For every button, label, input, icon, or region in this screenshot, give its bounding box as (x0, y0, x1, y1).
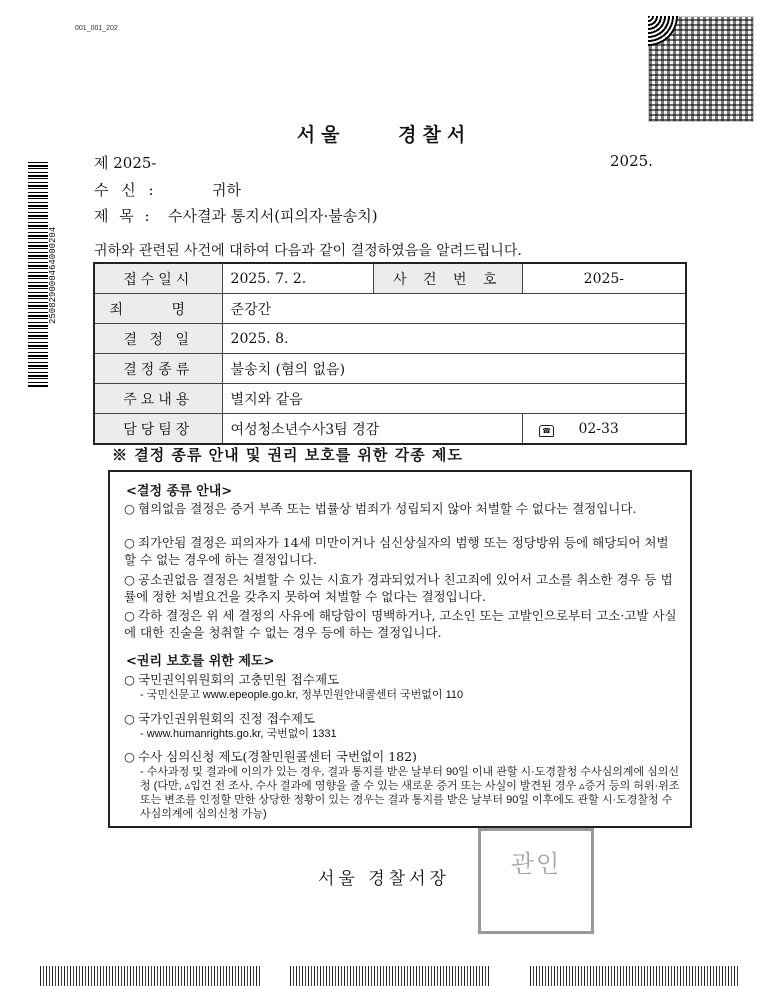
notice-title: ※ 결정 종류 안내 및 권리 보호를 위한 각종 제도 (112, 446, 463, 464)
case-number-value: 2025- (522, 263, 686, 294)
section-rights-protection: <권리 보호를 위한 제도> (126, 654, 275, 669)
document-code: 001_001_202 (75, 25, 118, 32)
intro-text: 귀하와 관련된 사건에 대하여 다음과 같이 결정하였음을 알려드립니다. (94, 243, 522, 259)
charge-label: 죄 명 (94, 294, 222, 324)
notice-box (108, 470, 692, 828)
bottom-barcode (530, 966, 740, 986)
telephone-value: 02-33 (570, 414, 686, 445)
received-label: 접수일시 (94, 263, 222, 294)
charge-value: 준강간 (222, 294, 686, 324)
side-barcode (28, 162, 48, 388)
list-item: ○ 국민권익위원회의 고충민원 접수제도 (124, 672, 340, 687)
list-item: ○ 각하 결정은 위 세 결정의 사유에 해당함이 명백하거나, 고소인 또는 고발인으로부터 고소·고발 사실에 대한 진술을 청취할 수 없는 경우 등에 하는 결정입니다. (124, 608, 677, 640)
recipient-value: 귀하 (212, 181, 241, 199)
case-number-label: 사 건 번 호 (373, 263, 522, 294)
decision-type-label: 결정종류 (94, 354, 222, 384)
officer-label: 담당팀장 (94, 414, 222, 445)
decision-date-value: 2025. 8. (222, 324, 686, 354)
subject-value: 수사결과 통지서(피의자·불송치) (168, 207, 378, 225)
list-item: ○ 국가인권위원회의 진정 접수제도 (124, 711, 315, 726)
list-item: ○ 혐의없음 결정은 증거 부족 또는 법률상 범죄가 성립되지 않아 처벌할 수 없다는 결정입니다. (124, 501, 637, 516)
official-seal: 관인 (478, 828, 594, 934)
case-info-table (93, 262, 687, 445)
main-content-label: 주요내용 (94, 384, 222, 414)
subject-label: 제 목 : (94, 207, 153, 225)
decision-type-value: 불송치 (혐의 없음) (222, 354, 686, 384)
decision-date-label: 결 정 일 (94, 324, 222, 354)
bottom-barcode (290, 966, 490, 986)
list-item-detail: - www.humanrights.go.kr, 국번없이 1331 (140, 728, 337, 740)
received-value: 2025. 7. 2. (222, 263, 373, 294)
list-item: ○ 공소권없음 결정은 처벌할 수 있는 시효가 경과되었거나 친고죄에 있어서 고소를 취소한 경우 등 법률에 정한 처벌요건을 갖추지 못하여 처벌할 수 없다는 결정입니다. (124, 572, 673, 604)
barcode-number: 250829000464000204 (48, 226, 58, 324)
list-item-detail: - 국민신문고 www.epeople.go.kr, 정부민원안내콜센터 국번없이 110 (140, 689, 464, 701)
section-decision-types: <결정 종류 안내> (126, 484, 233, 499)
doc-date: 2025. (610, 152, 653, 170)
telephone-icon: ☎ (522, 414, 570, 445)
officer-value: 여성청소년수사3팀 경감 (222, 414, 522, 445)
recipient-label: 수 신 : (94, 181, 158, 199)
bottom-barcode (40, 966, 260, 986)
issuer-signature: 서울 경찰서장 (318, 869, 450, 889)
list-item: ○ 수사 심의신청 제도(경찰민원콜센터 국번없이 182) (124, 749, 417, 764)
main-content-value: 별지와 같음 (222, 384, 686, 414)
doc-number: 제 2025- (94, 154, 157, 172)
page-title: 서울 경찰서 (296, 124, 472, 146)
list-item: ○ 죄가안됨 결정은 피의자가 14세 미만이거나 심신상실자의 범행 또는 정당방위 등에 해당되어 처벌할 수 없는 경우에 하는 결정입니다. (124, 535, 669, 567)
list-item-detail: - 수사과정 및 결과에 이의가 있는 경우, 결과 통지를 받은 날부터 90일 이내 관할 시·도경찰청 수사심의계에 심의신청 (다만, ▵입건 전 조사, 수사 결과에 영향을 줄 수 있는 새로운 증거 또는 사실이 발견된 경우 ▵증거 등의 허위·위조 또는 변조를 인정할 만한 상당한 정황이 있는 경우는 결과 통지를 받은 날부터 90일 이후에도 관할 시·도경찰청 수사심의계에 심의신청 가능) (140, 766, 680, 820)
